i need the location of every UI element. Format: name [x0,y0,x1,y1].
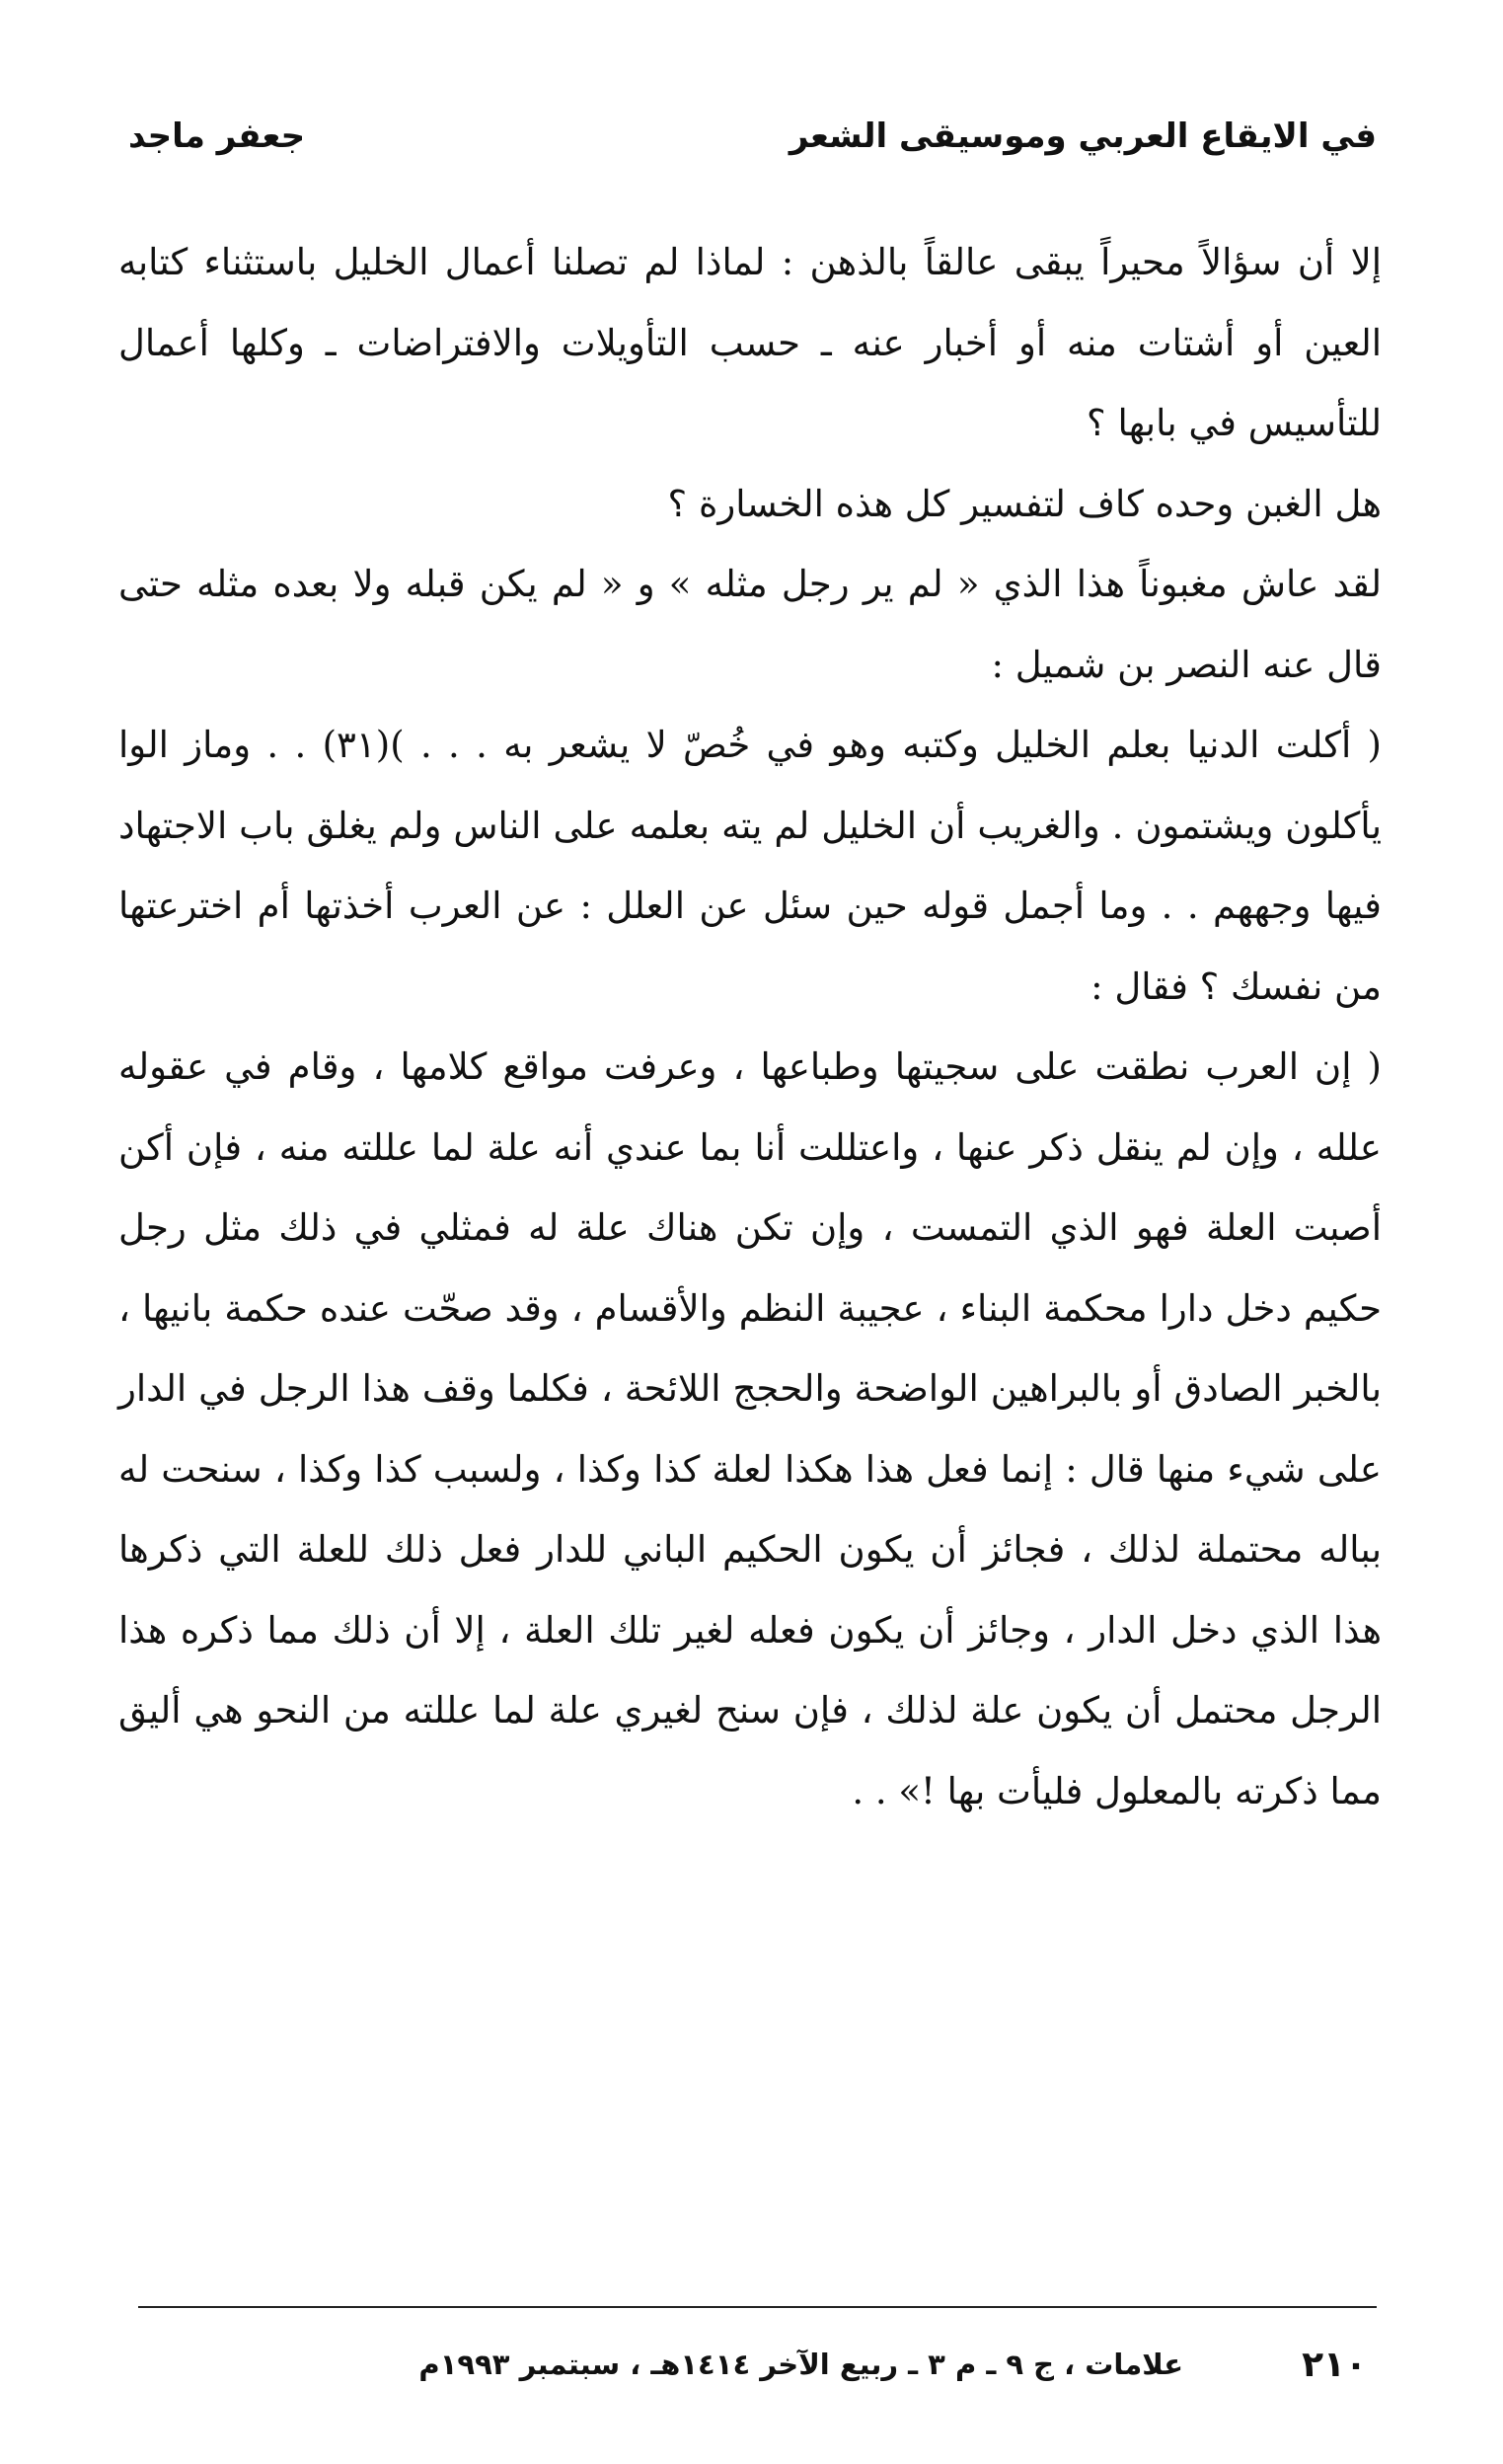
paragraph-3: لقد عاش مغبوناً هذا الذي « لم ير رجل مثله » و « لم يكن قبله ولا بعده مثله حتى قال عنه النصر بن شميل : [118,563,1382,686]
paragraph-2: هل الغبن وحده كاف لتفسير كل هذه الخسارة ؟ [667,482,1382,525]
journal-article-title: في الايقاع العربي وموسيقى الشعر [789,116,1377,156]
article-author: جعفر ماجد [128,116,306,156]
paragraph-5-quote: ( إن العرب نطقت على سجيتها وطباعها ، وعرفت مواقع كلامها ، وقام في عقوله علله ، وإن لم ينقل ذكر عنها ، واعتللت أنا بما عندي أنه علة لما عللته منه ، فإن أكن أصبت العلة فهو الذي التمست ، وإن تكن هناك علة له فمثلي في ذلك مثل رجل حكيم دخل دارا محكمة البناء ، عجيبة النظم والأقسام ، وقد صحّت عنده حكمة بانيها ، بالخبر الصادق أو بالبراهين الواضحة والحجج اللائحة ، فكلما وقف هذا الرجل في الدار على شيء منها قال : إنما فعل هذا هكذا لعلة كذا وكذا ، ولسبب كذا وكذا ، سنحت له بباله محتملة لذلك ، فجائز أن يكون الحكيم الباني للدار فعل ذلك للعلة التي ذكرها هذا الذي دخل الدار ، وجائز أن يكون فعله لغير تلك العلة ، إلا أن ذلك مما ذكره هذا الرجل محتمل أن يكون علة لذلك ، فإن سنح لغيري علة لما عللته من النحو هي أليق مما ذكرته بالمعلول فليأت بها !» . . [118,1045,1382,1812]
journal-issue-info: علامات ، ج ٩ ـ م ٣ ـ ربيع الآخر ١٤١٤هـ ، سبتمبر ١٩٩٣م [418,2348,1184,2381]
paragraph-1: إلا أن سؤالاً محيراً يبقى عالقاً بالذهن : لماذا لم تصلنا أعمال الخليل باستثناء كتابه العين أو أشتات منه أو أخبار عنه ـ حسب التأويلات والافتراضات ـ وكلها أعمال للتأسيس في بابها ؟ [118,241,1382,444]
article-body [118,222,1382,1831]
paragraph-4-quote: ( أكلت الدنيا بعلم الخليل وكتبه وهو في خُصّ لا يشعر به . . . )(٣١) . . وماز الوا يأكلون ويشتمون . والغريب أن الخليل لم يته بعلمه على الناس ولم يغلق باب الاجتهاد فيها وجههم . . وما أجمل قوله حين سئل عن العلل : عن العرب أخذتها أم اخترعتها من نفسك ؟ فقال : [118,724,1382,1008]
running-head [128,107,1377,166]
page-footer [138,2330,1377,2399]
page-number: ٢١٠ [1302,2344,1367,2385]
footer-divider [138,2306,1377,2308]
